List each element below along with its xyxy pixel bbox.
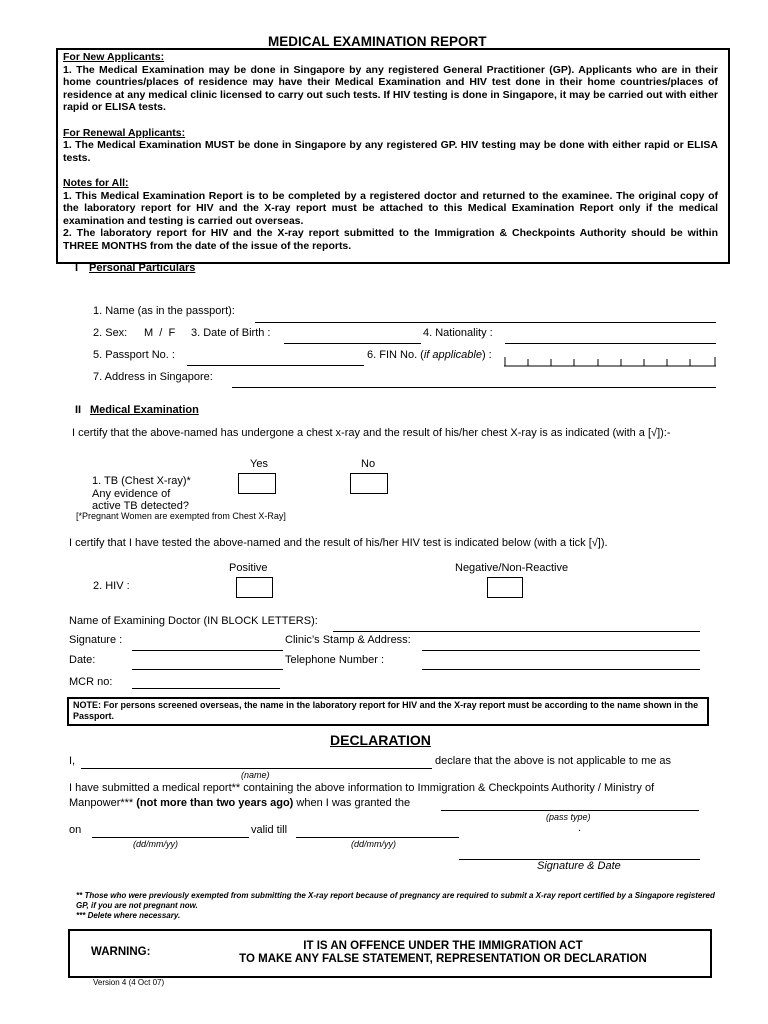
section-2-heading: Medical Examination (90, 404, 199, 416)
address-label: 7. Address in Singapore: (93, 371, 213, 383)
declaration-i-label: I, (69, 755, 76, 767)
date-label: Date: (69, 654, 96, 666)
yes-label: Yes (250, 458, 268, 470)
mcr-label: MCR no: (69, 676, 113, 688)
hiv-negative-checkbox[interactable] (487, 577, 523, 598)
on-date-field[interactable] (92, 837, 249, 838)
section-1-numeral: I (75, 262, 79, 274)
note-text: NOTE: For persons screened overseas, the name in the laboratory report for HIV and the X-ray report must be according to the name shown in the Passport. (73, 700, 699, 721)
warning-line-2: TO MAKE ANY FALSE STATEMENT, REPRESENTATION OR DECLARATION (239, 953, 647, 965)
clinic-stamp-field[interactable] (422, 650, 700, 651)
declarant-name-field[interactable] (81, 768, 432, 769)
name-field[interactable] (255, 322, 716, 323)
mcr-field[interactable] (132, 688, 280, 689)
dob-field[interactable] (284, 343, 421, 344)
notes-item-1: 1. This Medical Examination Report is to be completed by a registered doctor and returned to the examinee. The original copy of the laboratory report for HIV and the X-ray report must be attached to this Medical Examination Report only if the medical examination and testing is carried out overseas. (63, 189, 718, 227)
granted-text: when I was granted the (296, 797, 411, 809)
footnotes (76, 891, 716, 921)
valid-till-label: valid till (251, 824, 288, 836)
date-caption-2: (dd/mm/yy) (351, 839, 396, 849)
instructions-text (63, 51, 718, 253)
signature-date-caption: Signature & Date (537, 860, 621, 872)
period-mark: . (578, 822, 582, 834)
declare-text: declare that the above is not applicable to me as (435, 755, 672, 767)
clinic-stamp-label: Clinic’s Stamp & Address: (285, 634, 411, 646)
fin-label-suffix: ) : (481, 349, 492, 361)
passport-field[interactable] (187, 365, 364, 366)
fin-field[interactable] (504, 355, 718, 367)
tb-line-2: Any evidence of (92, 487, 171, 500)
section-1-heading: Personal Particulars (89, 262, 196, 274)
telephone-field[interactable] (422, 669, 700, 670)
no-label: No (361, 458, 376, 470)
fin-label (367, 349, 492, 361)
warning-text (195, 940, 691, 966)
date-caption-1: (dd/mm/yy) (133, 839, 178, 849)
fin-label-text: 6. FIN No. ( (367, 349, 424, 361)
warning-label: WARNING: (91, 946, 151, 958)
nationality-field[interactable] (505, 343, 716, 344)
tb-question (92, 475, 191, 513)
dob-label: 3. Date of Birth : (191, 327, 271, 339)
on-label: on (69, 824, 82, 836)
nationality-label: 4. Nationality : (423, 327, 493, 339)
date-field[interactable] (132, 669, 283, 670)
notes-heading: Notes for All: (63, 176, 129, 189)
signature-label: Signature : (69, 634, 123, 646)
name-label: 1. Name (as in the passport): (93, 305, 235, 317)
signature-field[interactable] (132, 650, 283, 651)
manpower-text: Manpower*** (69, 797, 134, 809)
telephone-label: Telephone Number : (285, 654, 385, 666)
hiv-certify-text: I certify that I have tested the above-named and the result of his/her HIV test is indicated below (with a tick [√]). (69, 537, 608, 549)
notes-item-2: 2. The laboratory report for HIV and the X-ray report submitted to the Immigration & Checkpoints Authority should be within THREE MONTHS from the date of the issue of the reports. (63, 227, 718, 252)
tb-no-checkbox[interactable] (350, 473, 388, 494)
version-text: Version 4 (4 Oct 07) (93, 978, 165, 987)
pass-type-field[interactable] (441, 810, 699, 811)
doctor-name-field[interactable] (333, 631, 700, 632)
passport-label: 5. Passport No. : (93, 349, 175, 361)
hiv-positive-checkbox[interactable] (236, 577, 273, 598)
tb-line-1: 1. TB (Chest X-ray)* (92, 475, 191, 487)
fin-label-italic: if applicable (423, 349, 482, 361)
two-years-text: (not more than two years ago) (136, 797, 294, 809)
section-2-numeral: II (75, 404, 82, 416)
warning-line-1: IT IS AN OFFENCE UNDER THE IMMIGRATION ACT (303, 940, 583, 952)
manpower-line (69, 797, 410, 809)
positive-label: Positive (229, 562, 268, 574)
sex-label: 2. Sex: (93, 327, 128, 339)
pass-type-caption: (pass type) (546, 812, 591, 822)
tb-yes-checkbox[interactable] (238, 473, 276, 494)
renewal-applicants-text: 1. The Medical Examination MUST be done in Singapore by any registered GP. HIV testing may be done with either rapid or ELISA tests. (63, 139, 718, 164)
name-caption: (name) (241, 770, 270, 780)
pregnant-note: [*Pregnant Women are exempted from Chest X-Ray] (76, 511, 286, 521)
footnote-2: *** Delete where necessary. (76, 911, 181, 920)
address-field[interactable] (232, 387, 716, 388)
new-applicants-heading: For New Applicants: (63, 51, 165, 63)
declaration-heading: DECLARATION (330, 732, 431, 748)
new-applicants-text: 1. The Medical Examination may be done in Singapore by any registered General Practitioner (GP). Applicants who are in their home countries/places of residence may have their Medical Examination and HIV test done in their home countries/places of residence at any medical clinic licensed to carry out such tests. If HIV testing is done in Singapore, it may be carried out with either rapid or ELISA tests. (63, 63, 718, 114)
renewal-applicants-heading: For Renewal Applicants: (63, 126, 186, 139)
doctor-name-label: Name of Examining Doctor (IN BLOCK LETTERS): (69, 615, 318, 627)
footnote-1: ** Those who were previously exempted from submitting the X-ray report because of pregnancy are required to submit a X-ray report certified by a Singapore registered GP, if you are not pregnant now. (76, 891, 715, 910)
tb-line-3: active TB detected? (92, 500, 190, 512)
submitted-text: I have submitted a medical report** containing the above information to Immigration & Checkpoints Authority / Ministry of (69, 782, 655, 794)
hiv-label: 2. HIV : (93, 580, 130, 592)
xray-certify-text: I certify that the above-named has undergone a chest x-ray and the result of his/her chest X-ray is as indicated (with a [√]):- (72, 427, 671, 439)
negative-label: Negative/Non-Reactive (455, 562, 569, 574)
valid-till-field[interactable] (296, 837, 459, 838)
sex-options[interactable]: M / F (144, 327, 176, 339)
